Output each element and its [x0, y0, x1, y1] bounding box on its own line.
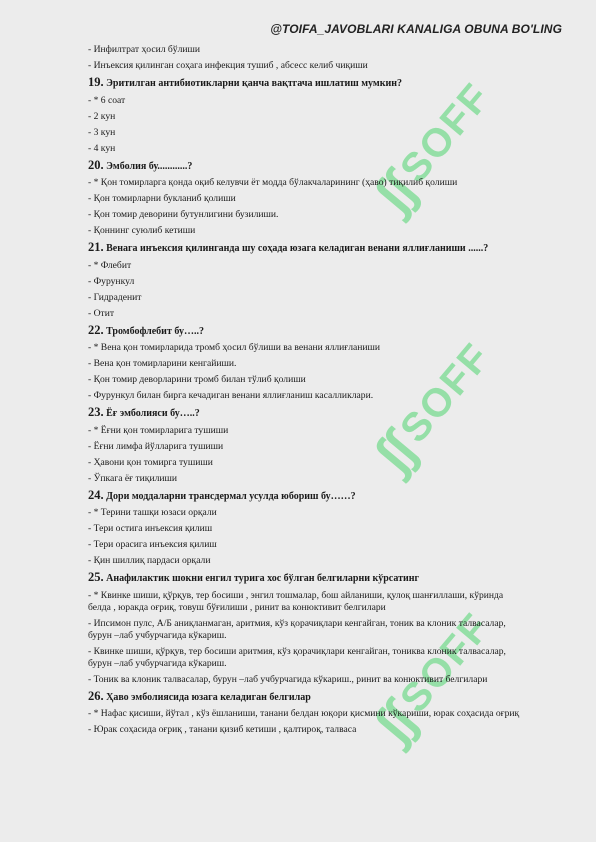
watermark-text: SOFF — [391, 334, 500, 451]
answer-option: - Ўпкага ёғ тиқилиши — [88, 472, 178, 484]
answer-option: - Ҳавони қон томирга тушиши — [88, 456, 213, 468]
watermark-logo-icon: ∫∫ — [364, 422, 428, 482]
watermark-logo-icon: ∫∫ — [364, 692, 428, 752]
question-heading — [88, 159, 528, 174]
answer-option: - Қон томир деворини бутунлигини бузилиши. — [88, 209, 279, 220]
answer-option: - Қоннинг суюлиб кетиши — [88, 225, 196, 236]
answer-option: - Вена қон томирларини кенгайиши. — [88, 358, 237, 369]
answer-option: - Қон томир деворларини тромб билан тўлиб қолиши — [88, 374, 306, 385]
question-text: Ҳаво эмболиясида юзага келадиган белгилар — [106, 691, 311, 703]
answer-option: - Фурункул — [88, 275, 135, 287]
question-number: 25. — [88, 570, 104, 584]
watermark-text: SOFF — [391, 604, 500, 721]
answer-option: - * Квинке шиши, қўрқув, тер босиши , энгил тошмалар, бош айланиши, қулоқ шанғиллаши, кўринда белда , юракда оғриқ, товуш бўғилиши , ринит ва конюктивит белгилари — [88, 589, 504, 613]
answer-option: - Юрак соҳасида оғриқ , танани қизиб кетиши , қалтироқ, талваса — [88, 724, 357, 735]
question-text: Анафилактик шокни енгил турига хос бўлган белгиларни кўрсатинг — [106, 573, 420, 584]
question-heading — [88, 241, 528, 256]
question-number: 19. — [88, 75, 104, 89]
question-list — [88, 44, 528, 740]
question-heading — [88, 571, 528, 586]
answer-option: - Тоник ва клоник талвасалар, бурун –лаб учбурчагида кўкариш., ринит ва конюктивит белгилари — [88, 673, 488, 685]
answer-option: - Квинке шиши, қўрқув, тер босиши аритмия, кўз қорачиқлари кенгайган, тониква клоник талвасалар, бурун –лаб учбурчагида кўкариш. — [88, 645, 506, 669]
answer-option: - * Вена қон томирларида тромб ҳосил бўлиши ва венани яллиғланиши — [88, 342, 381, 353]
question-heading — [88, 406, 528, 421]
answer-option: - Қон томирларни букланиб қолиши — [88, 193, 236, 204]
question-heading — [88, 324, 528, 339]
question-number: 21. — [88, 240, 104, 254]
watermark-text: SOFF — [391, 74, 500, 191]
answer-option: - 3 кун — [88, 126, 116, 138]
watermark-logo-icon: ∫∫ — [364, 162, 428, 222]
answer-option: - 2 кун — [88, 110, 116, 122]
question-number: 23. — [88, 405, 104, 419]
answer-option: - * Ёғни қон томирларига тушиши — [88, 424, 229, 436]
question-text: Эмболия бу............? — [106, 160, 193, 172]
question-number: 20. — [88, 157, 104, 172]
answer-option: - Тери орасига инъексия қилиш — [88, 539, 217, 550]
answer-option: - * Нафас қисиши, йўтал , кўз ёшланиши, танани белдан юқори қисмини кўкариши, юрак соҳасида оғриқ — [88, 708, 520, 719]
answer-option: - * 6 соат — [88, 94, 126, 106]
channel-header: @TOIFA_JAVOBLARI KANALIGA OBUNA BO'LING — [270, 22, 562, 36]
question-text: Венага инъексия қилинганда шу соҳада юзага келадиган венани яллиғланиши ......? — [106, 243, 489, 254]
answer-option: - Инъексия қилинган соҳага инфекция тушиб , абсесс келиб чиқиши — [88, 60, 368, 71]
answer-option: - Инфилтрат ҳосил бўлиши — [88, 44, 201, 55]
question-number: 24. — [88, 487, 104, 502]
answer-option: - Фурункул билан бирга кечадиган венани яллиғланиш касалликлари. — [88, 390, 374, 401]
answer-option: - Қин шиллиқ пардаси орқали — [88, 555, 211, 566]
answer-option: - * Флебит — [88, 259, 132, 271]
answer-option: - Гидраденит — [88, 291, 142, 303]
question-text: Ёғ эмболияси бу…..? — [106, 408, 200, 419]
answer-option: - * Қон томирларга қонда оқиб келувчи ёт модда бўлакчаларининг (ҳаво) тиқилиб қолиши — [88, 177, 458, 188]
question-text: Эритилган антибиотикларни қанча вақтгача ишлатиш мумкин? — [106, 78, 402, 89]
question-number: 22. — [88, 322, 104, 337]
answer-option: - Тери остига инъексия қилиш — [88, 523, 213, 534]
question-heading — [88, 489, 528, 504]
question-text: Тромбофлебит бу…..? — [106, 325, 204, 337]
question-heading — [88, 76, 528, 91]
answer-option: - Ипсимон пулс, А/Б аниқланмаган, аритмия, кўз қорачиқлари кенгайган, тоник ва клоник талвасалар, бурун –лаб учбурчагида кўкариш. — [88, 617, 506, 641]
answer-option: - Отит — [88, 307, 115, 319]
question-number: 26. — [88, 688, 104, 703]
answer-option: - * Терини ташқи юзаси орқали — [88, 507, 217, 518]
answer-option: - 4 кун — [88, 142, 116, 154]
question-text: Дори моддаларни трансдермал усулда юбориш бу……? — [106, 490, 356, 502]
question-heading — [88, 690, 528, 705]
answer-option: - Ёғни лимфа йўлларига тушиши — [88, 440, 224, 452]
